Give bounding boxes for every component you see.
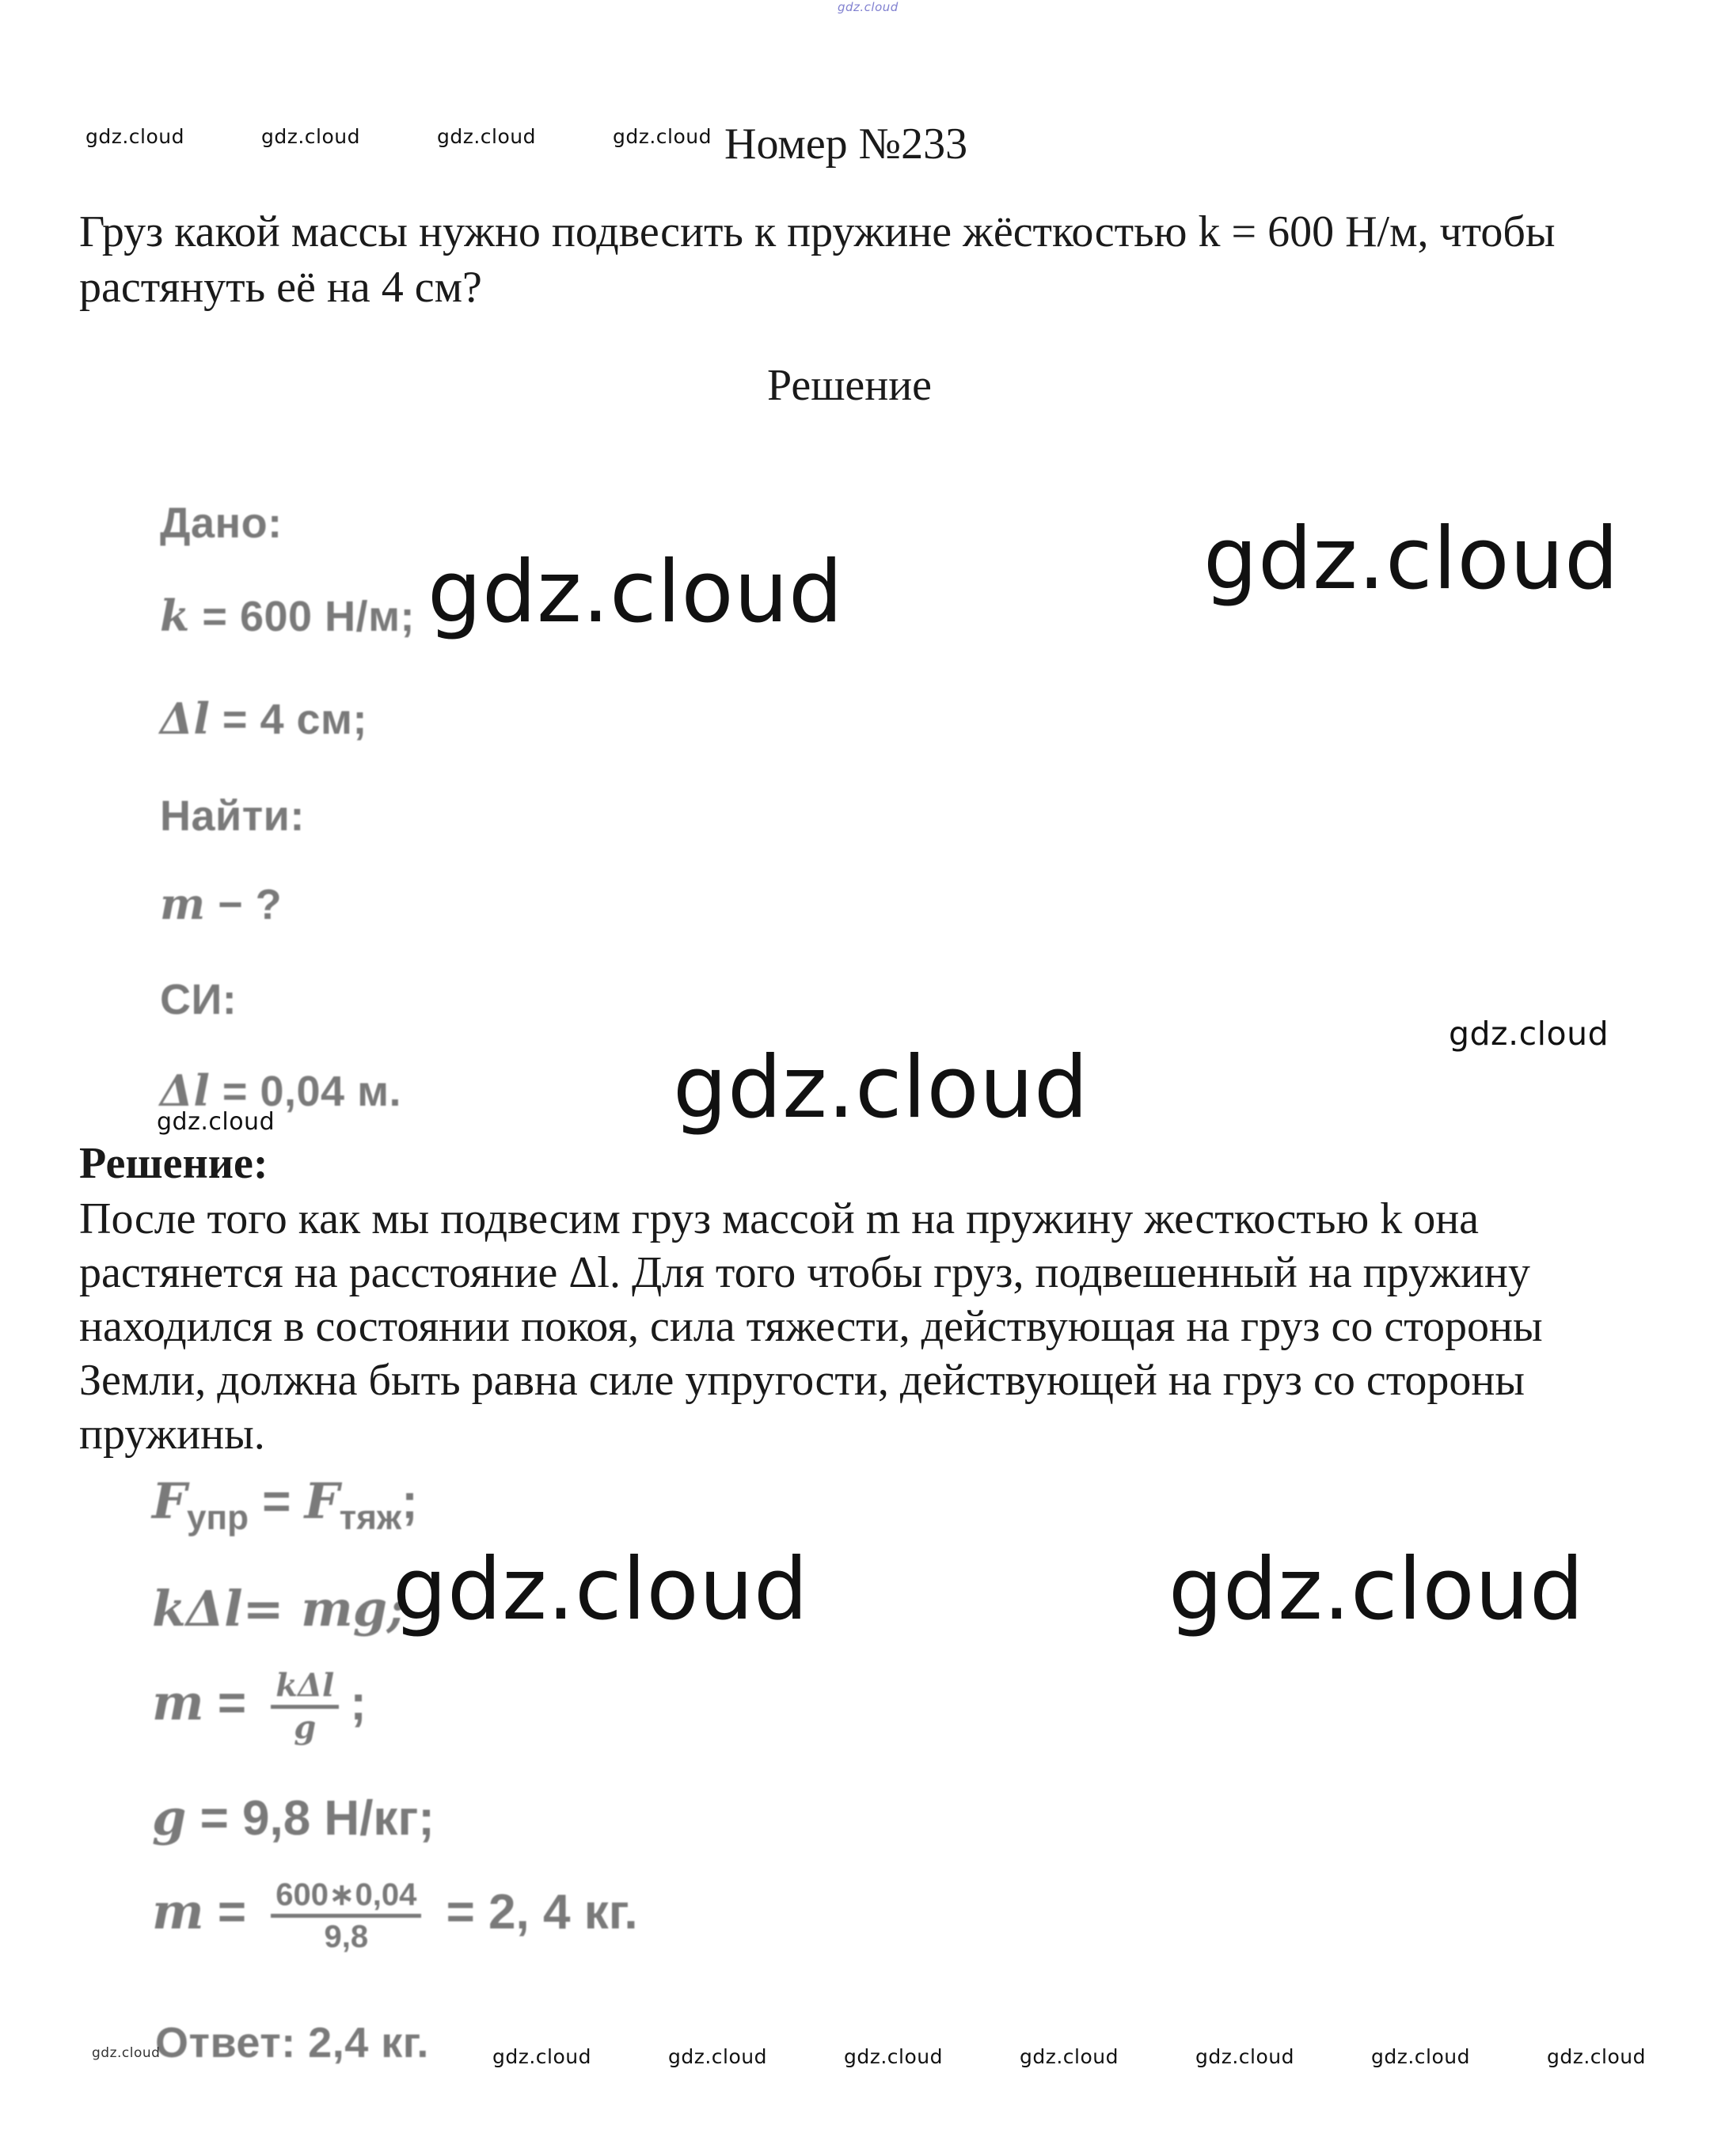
watermark-large: gdz.cloud: [393, 1540, 809, 1639]
eq3-end: ;: [350, 1676, 367, 1731]
eq5-fraction: [271, 1876, 421, 1956]
equation-forces: [152, 1472, 418, 1538]
watermark: gdz.cloud: [668, 2045, 768, 2068]
watermark: gdz.cloud: [1371, 2045, 1471, 2068]
watermark-large: gdz.cloud: [427, 543, 844, 642]
watermark: gdz.cloud: [437, 125, 537, 148]
eq1-end: ;: [401, 1475, 418, 1529]
si-label: СИ:: [160, 976, 237, 1023]
find-label: Найти:: [160, 792, 305, 840]
eq1-left-sub: упр: [187, 1498, 249, 1537]
watermark-large: gdz.cloud: [1203, 510, 1620, 609]
eq4-value: = 9,8 Н/кг;: [186, 1791, 435, 1846]
given-dl-value: = 4 см;: [210, 696, 367, 743]
equation-mass-formula: [152, 1667, 367, 1747]
eq4-var: g: [152, 1789, 187, 1847]
problem-text: Груз какой массы нужно подвесить к пружине жёсткостью k = 600 Н/м, чтобы растянуть её на 4 см?: [79, 207, 1556, 312]
eq3-denominator: g: [294, 1709, 317, 1746]
watermark-large: gdz.cloud: [1168, 1540, 1585, 1639]
given-k-var: k: [160, 590, 190, 641]
find-m: [160, 879, 282, 929]
eq3-numerator: kΔl: [271, 1667, 339, 1709]
eq5-numerator: 600∗0,04: [271, 1876, 421, 1918]
eq1-right: F: [304, 1472, 340, 1530]
watermark-large: gdz.cloud: [673, 1038, 1089, 1137]
watermark: gdz.cloud: [85, 125, 185, 148]
eq1-eq: =: [248, 1475, 305, 1529]
watermark: gdz.cloud: [1547, 2045, 1647, 2068]
eq5-eq: =: [203, 1885, 260, 1940]
find-value: − ?: [205, 881, 283, 928]
watermark-small: gdz.cloud: [92, 2045, 161, 2061]
eq5-denominator: 9,8: [324, 1919, 369, 1954]
solution-heading: Решение:: [79, 1139, 268, 1188]
find-var: m: [160, 879, 206, 929]
watermark: gdz.cloud: [613, 125, 712, 148]
watermark: gdz.cloud: [1020, 2045, 1119, 2068]
si-value: = 0,04 м.: [210, 1068, 402, 1115]
section-heading: Решение: [767, 361, 933, 410]
given-dl: [160, 693, 367, 744]
watermark-top: gdz.cloud: [838, 0, 899, 14]
page-title: Номер №233: [724, 120, 968, 169]
eq3-eq: =: [203, 1676, 260, 1731]
watermark: gdz.cloud: [1195, 2045, 1295, 2068]
watermark: gdz.cloud: [157, 1108, 275, 1136]
watermark: gdz.cloud: [261, 125, 361, 148]
eq1-right-sub: тяж: [339, 1498, 402, 1537]
equation-g: [152, 1789, 435, 1847]
eq3-var: m: [152, 1673, 204, 1732]
watermark-medium: gdz.cloud: [1449, 1015, 1609, 1053]
answer: Ответ: 2,4 кг.: [155, 2019, 429, 2067]
si-var: Δl: [160, 1065, 211, 1116]
watermark: gdz.cloud: [844, 2045, 944, 2068]
given-k: [160, 590, 415, 641]
eq1-left: F: [152, 1472, 188, 1530]
given-label: Дано:: [160, 499, 283, 547]
watermark: gdz.cloud: [492, 2045, 592, 2068]
eq5-result: = 2, 4 кг.: [432, 1885, 638, 1940]
eq5-var: m: [152, 1882, 204, 1941]
equation-mass-result: [152, 1876, 638, 1956]
solution-text: После того как мы подвесим груз массой m на пружину жесткостью k она растянется на расстояние Δl. Для того чтобы груз, подвешенный на пружину находился в состоянии покоя, сила тяжести, действующая на груз со стороны Земли, должна быть равна силе упругости, действующей на груз со стороны пружины.: [79, 1194, 1543, 1459]
given-dl-var: Δl: [160, 693, 211, 744]
given-k-value: = 600 Н/м;: [189, 593, 415, 640]
eq3-fraction: [271, 1667, 339, 1747]
equation-hooke: kΔl= mg;: [152, 1580, 405, 1638]
